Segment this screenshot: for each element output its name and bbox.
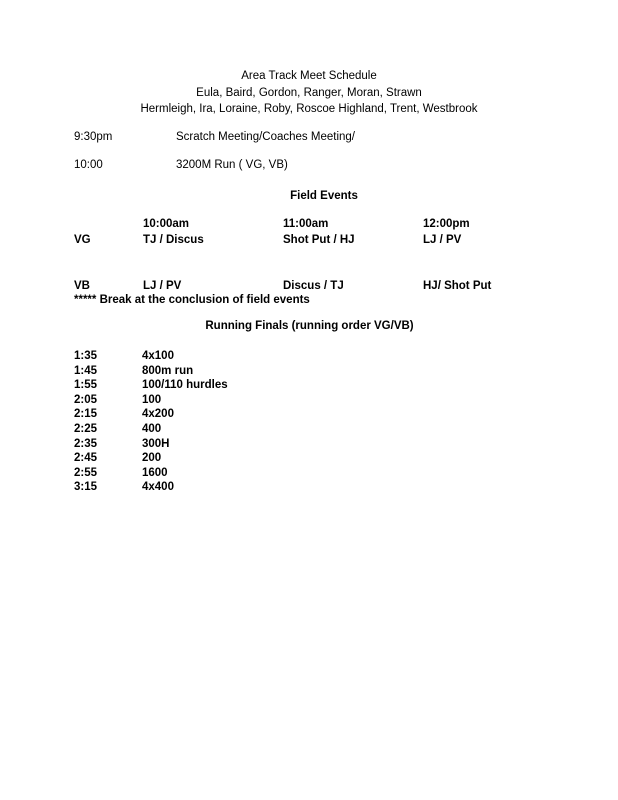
table-row-spacer (74, 250, 574, 280)
running-final-event: 100/110 hurdles (142, 379, 228, 392)
schedule-row-scratch-meeting (74, 131, 594, 147)
document-title: Area Track Meet Schedule (241, 70, 377, 82)
running-finals-heading (0, 320, 618, 332)
running-final-event: 200 (142, 452, 162, 465)
running-final-event: 100 (142, 393, 162, 406)
running-final-event: 1600 (142, 466, 168, 479)
running-finals-table (74, 350, 474, 496)
division-label-vg: VG (74, 234, 91, 246)
document-title-block (0, 68, 618, 118)
running-final-event: 4x400 (142, 481, 174, 494)
running-final-time: 2:45 (74, 452, 98, 465)
field-event-cell: HJ/ Shot Put (423, 280, 492, 292)
field-events-header-row (74, 218, 574, 234)
schedule-row-3200m-run (74, 159, 594, 175)
field-event-cell: LJ / PV (423, 234, 462, 246)
schedule-time: 10:00 (74, 159, 103, 171)
field-events-time-column-3: 12:00pm (423, 218, 470, 230)
field-events-table (74, 218, 574, 296)
table-row (74, 408, 474, 423)
running-final-event: 4x200 (142, 408, 174, 421)
schedule-description: Scratch Meeting/Coaches Meeting/ (176, 131, 355, 143)
division-label-vb: VB (74, 280, 90, 292)
table-row (74, 481, 474, 496)
running-final-time: 1:35 (74, 350, 98, 362)
running-final-time: 2:15 (74, 408, 98, 421)
table-row (74, 365, 474, 380)
running-final-event: 400 (142, 422, 162, 435)
running-final-time: 2:55 (74, 466, 98, 479)
table-row (74, 379, 474, 394)
table-row (74, 394, 474, 409)
field-events-heading-text: Field Events (290, 190, 358, 202)
field-event-cell: TJ / Discus (143, 234, 204, 246)
field-events-time-column-1: 10:00am (143, 218, 190, 230)
running-final-time: 2:25 (74, 422, 98, 435)
running-final-time: 2:35 (74, 437, 98, 450)
table-row (74, 350, 474, 365)
running-final-event: 800m run (142, 364, 194, 377)
participating-schools-line-2: Hermleigh, Ira, Loraine, Roby, Roscoe Highland, Trent, Westbrook (140, 103, 478, 115)
table-row (74, 423, 474, 438)
field-event-cell: Shot Put / HJ (283, 234, 355, 246)
running-final-time: 3:15 (74, 481, 98, 494)
schedule-time: 9:30pm (74, 131, 113, 143)
field-event-cell: Discus / TJ (283, 280, 344, 292)
field-events-heading (0, 190, 618, 202)
running-final-event: 300H (142, 437, 170, 450)
schedule-description: 3200M Run ( VG, VB) (176, 159, 288, 171)
field-event-cell: LJ / PV (143, 280, 182, 292)
table-row (74, 452, 474, 467)
table-row (74, 467, 474, 482)
break-note: ***** Break at the conclusion of field events (74, 294, 310, 306)
participating-schools-line-1: Eula, Baird, Gordon, Ranger, Moran, Strawn (196, 86, 422, 99)
table-row (74, 234, 574, 250)
running-final-time: 1:45 (74, 364, 98, 377)
running-final-event: 4x100 (142, 350, 174, 362)
running-final-time: 2:05 (74, 393, 98, 406)
table-row (74, 438, 474, 453)
field-events-time-column-2: 11:00am (283, 218, 329, 230)
running-finals-heading-text: Running Finals (running order VG/VB) (205, 320, 414, 332)
running-final-time: 1:55 (74, 379, 98, 392)
